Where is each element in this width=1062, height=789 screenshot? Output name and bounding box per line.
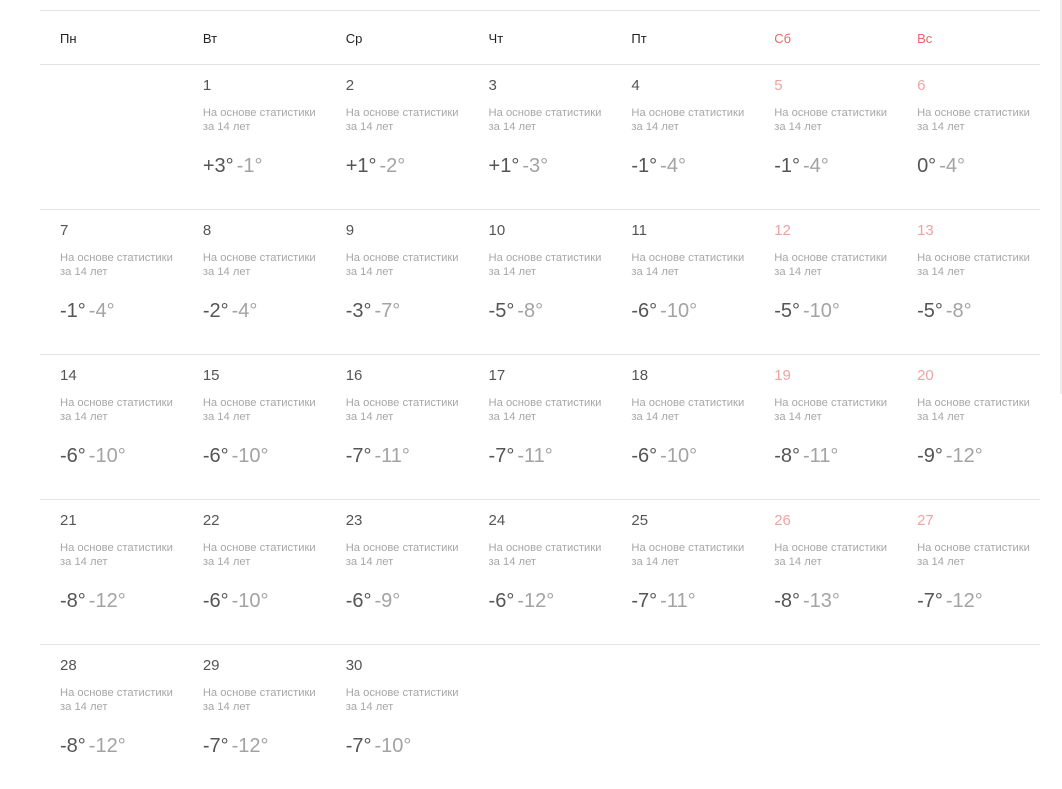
max-temperature: -8° (60, 735, 86, 757)
week-row (40, 65, 1040, 210)
statistics-note: На основе статистики за 14 лет (631, 397, 745, 423)
temperature-range (631, 155, 686, 178)
weekday-monday: Пн (60, 30, 77, 46)
temperature-range (346, 300, 401, 323)
temperature-range (489, 155, 549, 178)
day-number: 12 (774, 222, 791, 239)
max-temperature: -8° (60, 590, 86, 612)
day-number: 26 (774, 512, 791, 529)
day-number: 9 (345, 222, 355, 239)
max-temperature: -5° (774, 300, 800, 322)
max-temperature: -6° (345, 590, 372, 612)
statistics-note: На основе статистики за 14 лет (488, 542, 602, 568)
max-temperature: -9° (917, 445, 943, 467)
day-cell[interactable] (469, 65, 612, 209)
day-cell[interactable] (754, 210, 897, 354)
statistics-note: На основе статистики за 14 лет (345, 542, 459, 568)
temperature-range (917, 445, 983, 468)
day-number: 14 (60, 367, 77, 384)
min-temperature: -4° (803, 155, 829, 177)
weekday-tuesday: Вт (202, 30, 218, 46)
temperature-range (774, 445, 838, 468)
max-temperature: +1° (345, 155, 377, 177)
temperature-range (346, 590, 401, 613)
day-cell[interactable] (40, 500, 183, 644)
temperature-range (774, 155, 829, 178)
empty-day-cell (897, 645, 1040, 789)
max-temperature: -1° (60, 300, 86, 322)
day-number: 25 (631, 512, 649, 529)
max-temperature: -6° (60, 445, 86, 467)
statistics-note: На основе статистики за 14 лет (202, 542, 316, 568)
max-temperature: -6° (488, 590, 515, 612)
day-number: 22 (202, 512, 220, 529)
statistics-note: На основе статистики за 14 лет (202, 397, 316, 423)
day-cell[interactable] (326, 500, 469, 644)
statistics-note: На основе статистики за 14 лет (917, 397, 1030, 423)
min-temperature: -12° (517, 590, 555, 612)
max-temperature: -2° (202, 300, 229, 322)
max-temperature: -6° (202, 445, 229, 467)
day-number: 15 (202, 367, 220, 384)
max-temperature: -6° (631, 300, 658, 322)
min-temperature: -11° (517, 445, 553, 467)
temperature-range (346, 155, 406, 178)
day-cell[interactable] (469, 210, 612, 354)
temperature-range (203, 590, 269, 613)
min-temperature: -10° (803, 300, 840, 322)
statistics-note: На основе статистики за 14 лет (774, 107, 888, 133)
day-number: 3 (488, 77, 497, 94)
day-cell[interactable] (326, 210, 469, 354)
temperature-range (917, 155, 965, 178)
temperature-range (203, 300, 258, 323)
min-temperature: -12° (231, 735, 269, 757)
week-row (40, 645, 1040, 789)
statistics-note: На основе статистики за 14 лет (202, 687, 316, 713)
temperature-range (917, 590, 983, 613)
temperature-range (631, 445, 697, 468)
day-cell[interactable] (183, 65, 326, 209)
temperature-range (631, 590, 695, 613)
max-temperature: -1° (774, 155, 800, 177)
weeks-container (40, 65, 1040, 789)
max-temperature: -6° (202, 590, 229, 612)
day-cell[interactable] (611, 65, 754, 209)
day-number: 21 (60, 512, 77, 529)
temperature-range (774, 300, 840, 323)
temperature-range (631, 300, 697, 323)
day-cell[interactable] (469, 500, 612, 644)
statistics-note: На основе статистики за 14 лет (345, 687, 459, 713)
day-cell[interactable] (326, 65, 469, 209)
temperature-range (60, 590, 126, 613)
statistics-note: На основе статистики за 14 лет (631, 252, 745, 278)
temperature-range (346, 735, 412, 758)
day-cell[interactable] (183, 645, 326, 789)
min-temperature: -12° (945, 590, 983, 612)
empty-day-cell (754, 645, 897, 789)
max-temperature: -7° (202, 735, 229, 757)
temperature-range (203, 445, 269, 468)
day-number: 1 (202, 77, 212, 94)
day-cell[interactable] (897, 65, 1040, 209)
day-number: 19 (774, 367, 791, 384)
min-temperature: -4° (88, 300, 115, 322)
day-number: 30 (345, 657, 363, 674)
max-temperature: -5° (488, 300, 515, 322)
day-cell[interactable] (754, 65, 897, 209)
day-cell[interactable] (40, 645, 183, 789)
max-temperature: 0° (917, 155, 937, 177)
max-temperature: -3° (345, 300, 372, 322)
min-temperature: -12° (945, 445, 983, 467)
max-temperature: -7° (345, 735, 372, 757)
day-number: 11 (631, 222, 647, 239)
statistics-note: На основе статистики за 14 лет (60, 687, 173, 713)
statistics-note: На основе статистики за 14 лет (917, 252, 1030, 278)
week-row (40, 210, 1040, 355)
min-temperature: -2° (379, 155, 406, 177)
min-temperature: -1° (236, 155, 263, 177)
day-number: 18 (631, 367, 649, 384)
day-number: 5 (774, 77, 783, 94)
monthly-weather-calendar (40, 10, 1040, 789)
max-temperature: -7° (917, 590, 943, 612)
day-number: 4 (631, 77, 640, 94)
min-temperature: -11° (374, 445, 410, 467)
min-temperature: -8° (945, 300, 972, 322)
temperature-range (774, 590, 840, 613)
statistics-note: На основе статистики за 14 лет (488, 107, 602, 133)
temperature-range (917, 300, 972, 323)
min-temperature: -10° (231, 590, 269, 612)
min-temperature: -12° (88, 590, 126, 612)
day-number: 23 (345, 512, 363, 529)
empty-day-cell (611, 645, 754, 789)
day-cell[interactable] (897, 210, 1040, 354)
day-number: 6 (917, 77, 926, 94)
max-temperature: +1° (488, 155, 520, 177)
temperature-range (489, 590, 555, 613)
temperature-range (60, 735, 126, 758)
day-cell[interactable] (754, 500, 897, 644)
max-temperature: -8° (774, 445, 800, 467)
statistics-note: На основе статистики за 14 лет (488, 252, 602, 278)
day-cell[interactable] (40, 355, 183, 499)
min-temperature: -11° (803, 445, 839, 467)
statistics-note: На основе статистики за 14 лет (60, 397, 173, 423)
statistics-note: На основе статистики за 14 лет (774, 252, 888, 278)
statistics-note: На основе статистики за 14 лет (631, 542, 745, 568)
min-temperature: -11° (660, 590, 696, 612)
max-temperature: -7° (631, 590, 658, 612)
min-temperature: -3° (522, 155, 549, 177)
min-temperature: -10° (88, 445, 126, 467)
temperature-range (489, 445, 553, 468)
temperature-range (203, 735, 269, 758)
day-number: 17 (488, 367, 506, 384)
statistics-note: На основе статистики за 14 лет (345, 397, 459, 423)
day-cell[interactable] (897, 355, 1040, 499)
max-temperature: -7° (345, 445, 372, 467)
day-number: 13 (917, 222, 934, 239)
temperature-range (60, 300, 115, 323)
statistics-note: На основе статистики за 14 лет (60, 542, 173, 568)
day-number: 7 (60, 222, 69, 239)
max-temperature: -8° (774, 590, 800, 612)
min-temperature: -4° (939, 155, 965, 177)
empty-day-cell (40, 65, 183, 209)
min-temperature: -7° (374, 300, 401, 322)
max-temperature: -7° (488, 445, 515, 467)
statistics-note: На основе статистики за 14 лет (774, 397, 888, 423)
temperature-range (203, 155, 263, 178)
min-temperature: -10° (660, 300, 698, 322)
empty-day-cell (469, 645, 612, 789)
day-cell[interactable] (326, 355, 469, 499)
min-temperature: -10° (231, 445, 269, 467)
week-row (40, 500, 1040, 645)
temperature-range (60, 445, 126, 468)
statistics-note: На основе статистики за 14 лет (488, 397, 602, 423)
day-number: 20 (917, 367, 934, 384)
statistics-note: На основе статистики за 14 лет (60, 252, 173, 278)
weekday-friday: Пт (631, 30, 647, 46)
weekday-thursday: Чт (488, 30, 504, 46)
min-temperature: -10° (660, 445, 698, 467)
statistics-note: На основе статистики за 14 лет (631, 107, 745, 133)
weekday-header-row (40, 11, 1040, 65)
day-number: 28 (60, 657, 77, 674)
day-number: 24 (488, 512, 506, 529)
day-number: 29 (202, 657, 220, 674)
day-cell[interactable] (611, 500, 754, 644)
day-cell[interactable] (611, 210, 754, 354)
day-cell[interactable] (611, 355, 754, 499)
min-temperature: -4° (231, 300, 258, 322)
day-cell[interactable] (326, 645, 469, 789)
statistics-note: На основе статистики за 14 лет (345, 252, 459, 278)
day-number: 27 (917, 512, 934, 529)
min-temperature: -10° (374, 735, 412, 757)
day-cell[interactable] (183, 500, 326, 644)
day-cell[interactable] (183, 355, 326, 499)
day-cell[interactable] (469, 355, 612, 499)
max-temperature: -1° (631, 155, 658, 177)
min-temperature: -4° (660, 155, 686, 177)
min-temperature: -8° (517, 300, 544, 322)
statistics-note: На основе статистики за 14 лет (202, 107, 316, 133)
day-cell[interactable] (183, 210, 326, 354)
day-number: 2 (345, 77, 355, 94)
day-cell[interactable] (40, 210, 183, 354)
min-temperature: -13° (803, 590, 840, 612)
max-temperature: -5° (917, 300, 943, 322)
min-temperature: -12° (88, 735, 126, 757)
day-cell[interactable] (897, 500, 1040, 644)
temperature-range (489, 300, 544, 323)
temperature-range (346, 445, 410, 468)
statistics-note: На основе статистики за 14 лет (917, 542, 1030, 568)
weekday-wednesday: Ср (345, 30, 363, 46)
weekday-sunday: Вс (917, 30, 933, 46)
statistics-note: На основе статистики за 14 лет (774, 542, 888, 568)
min-temperature: -9° (374, 590, 401, 612)
day-cell[interactable] (754, 355, 897, 499)
max-temperature: -6° (631, 445, 658, 467)
day-number: 8 (202, 222, 212, 239)
statistics-note: На основе статистики за 14 лет (345, 107, 459, 133)
day-number: 10 (488, 222, 506, 239)
max-temperature: +3° (202, 155, 234, 177)
statistics-note: На основе статистики за 14 лет (202, 252, 316, 278)
statistics-note: На основе статистики за 14 лет (917, 107, 1030, 133)
week-row (40, 355, 1040, 500)
day-number: 16 (345, 367, 363, 384)
weekday-saturday: Сб (774, 30, 792, 46)
